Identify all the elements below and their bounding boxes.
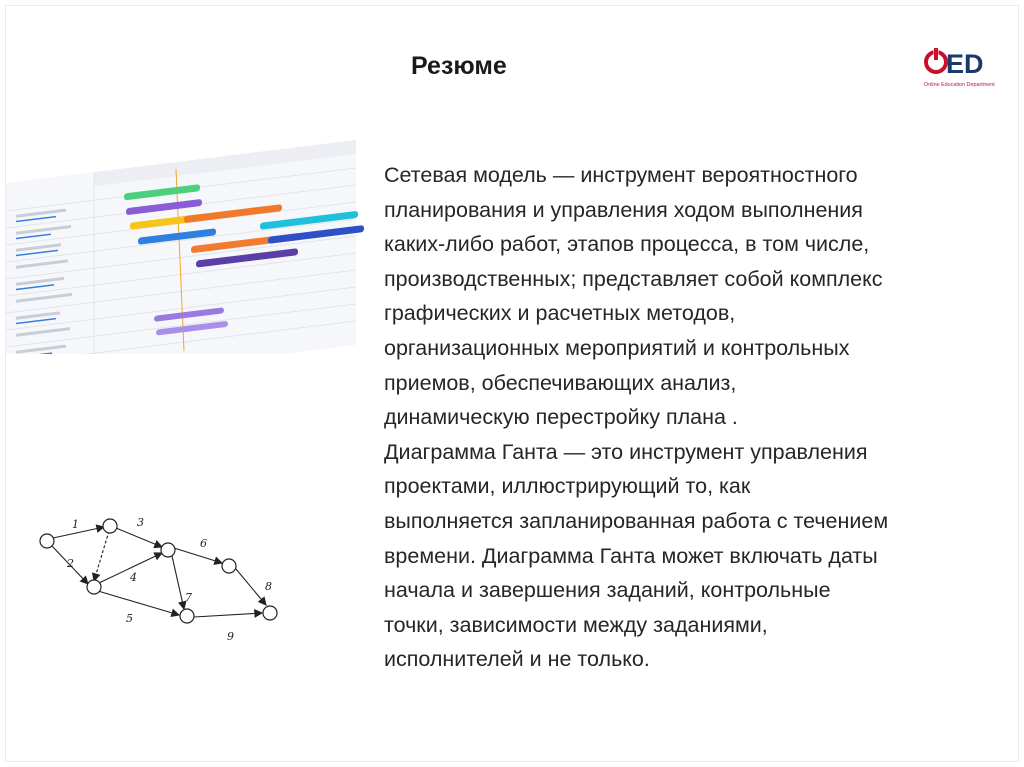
edge-label: 5: [126, 612, 133, 625]
edge-label: 1: [72, 518, 79, 531]
edge-label: 4: [130, 571, 137, 584]
gantt-chart-image: [6, 104, 368, 354]
network-model-paragraph: Сетевая модель — инструмент вероятностного планирования и управления ходом выполнения каких-либо работ, этапов процесса, в том числе, производственных; представляет собой комплекс графических и расчетных методов, организационных мероприятий и контрольных приемов, обеспечивающих анализ, динамическую перестройку плана .: [384, 163, 883, 430]
body-text: [384, 158, 994, 677]
edge-label: 8: [265, 580, 272, 593]
edge-label: 7: [185, 591, 192, 604]
edge-label: 6: [200, 537, 207, 550]
network-node: [40, 534, 54, 548]
slide-title: Резюме: [411, 52, 507, 80]
logo-subtitle: Online Education Department: [924, 82, 995, 88]
network-diagram-image: [34, 511, 294, 651]
network-node: [263, 606, 277, 620]
gantt-chart-paragraph: Диаграмма Ганта — это инструмент управления проектами, иллюстрирующий то, как выполняется запланированная работа с течением времени. Диаграмма Ганта может включать даты начала и завершения заданий, контрольные точки, зависимости между заданиями, исполнителей и не только.: [384, 439, 889, 672]
edge-label: 2: [67, 557, 74, 570]
network-node: [103, 519, 117, 533]
network-node: [222, 559, 236, 573]
oed-logo: [922, 44, 1008, 92]
edge-label: 9: [227, 630, 234, 643]
edge-label: 3: [137, 516, 144, 529]
slide: [5, 5, 1019, 762]
network-node: [161, 543, 175, 557]
logo-letters: ED: [946, 49, 984, 79]
network-node: [87, 580, 101, 594]
network-node: [180, 609, 194, 623]
